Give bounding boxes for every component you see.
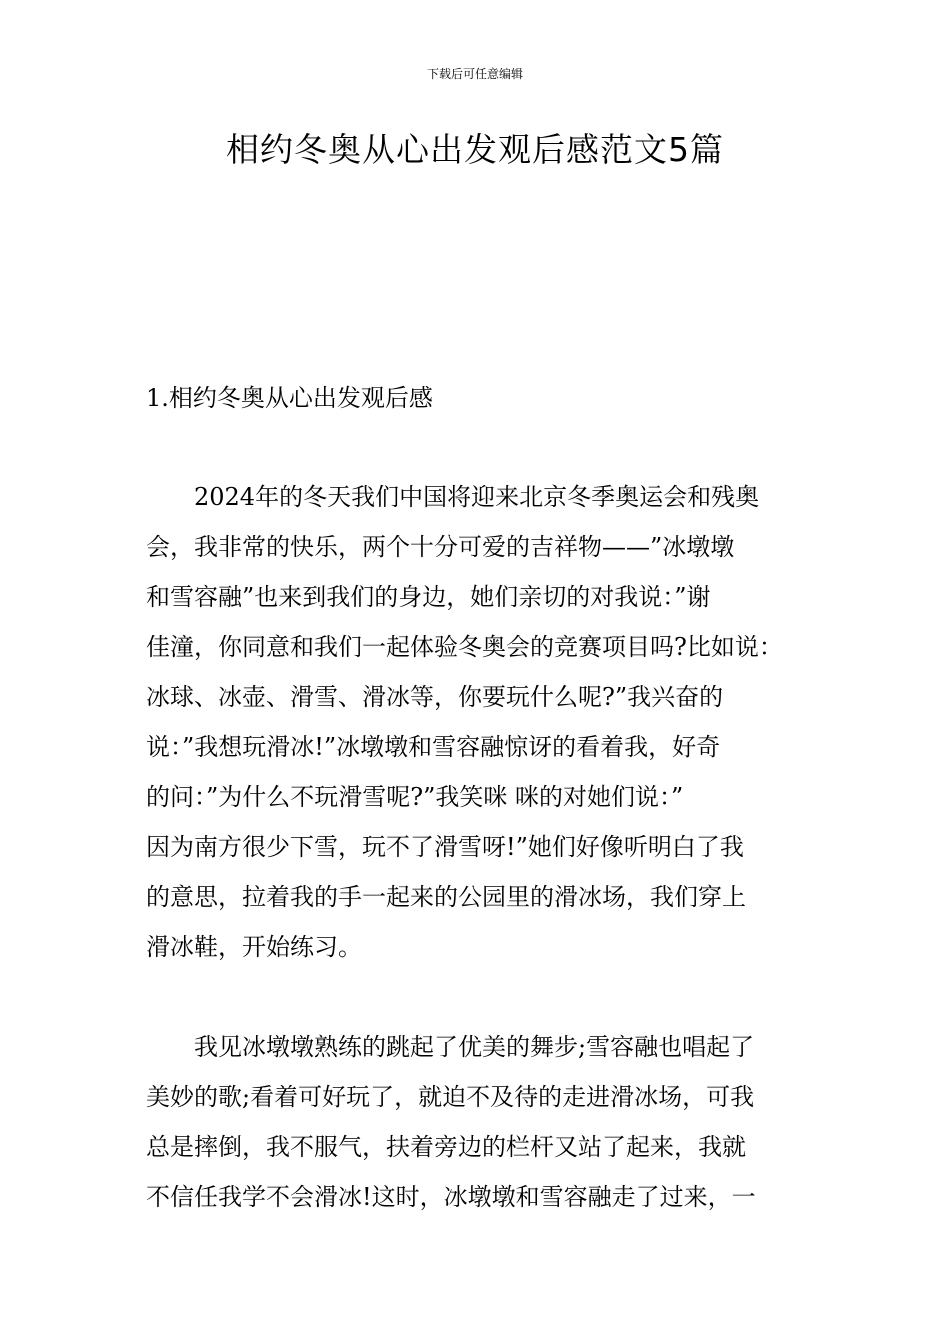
paragraph-line: 和雪容融”也来到我们的身边，她们亲切的对我说：”谢 [146, 583, 711, 611]
paragraph-line: 我见冰墩墩熟练的跳起了优美的舞步;雪容融也唱起了 [146, 1033, 755, 1061]
body-paragraph-2 [146, 1022, 816, 1222]
paragraph-line: 说：”我想玩滑冰!”冰墩墩和雪容融惊讶的看着我，好奇 [146, 733, 721, 761]
paragraph-line: 冰球、冰壶、滑雪、滑冰等，你要玩什么呢?”我兴奋的 [146, 683, 724, 711]
paragraph-line: 会，我非常的快乐，两个十分可爱的吉祥物——”冰墩墩 [146, 533, 735, 561]
paragraph-line: 滑冰鞋，开始练习。 [146, 933, 362, 961]
body-paragraph-1 [146, 472, 816, 972]
header-note: 下载后可任意编辑 [426, 67, 523, 81]
document-title: 相约冬奥从心出发观后感范文5篇 [226, 130, 724, 169]
paragraph-line: 的问：”为什么不玩滑雪呢?”我笑咪 咪的对她们说：” [146, 783, 684, 811]
paragraph-line: 不信任我学不会滑冰!这时，冰墩墩和雪容融走了过来，一 [146, 1183, 756, 1211]
section-heading: 1.相约冬奥从心出发观后感 [146, 384, 433, 412]
paragraph-line: 因为南方很少下雪，玩不了滑雪呀!”她们好像听明白了我 [146, 833, 744, 861]
paragraph-line: 的意思，拉着我的手一起来的公园里的滑冰场，我们穿上 [146, 883, 746, 911]
paragraph-line: 2024年的冬天我们中国将迎来北京冬季奥运会和残奥 [146, 483, 760, 511]
paragraph-line: 美妙的歌;看着可好玩了，就迫不及待的走进滑冰场，可我 [146, 1083, 755, 1111]
paragraph-line: 佳潼，你同意和我们一起体验冬奥会的竞赛项目吗?比如说： [146, 633, 783, 661]
paragraph-line: 总是摔倒，我不服气，扶着旁边的栏杆又站了起来，我就 [146, 1133, 746, 1161]
